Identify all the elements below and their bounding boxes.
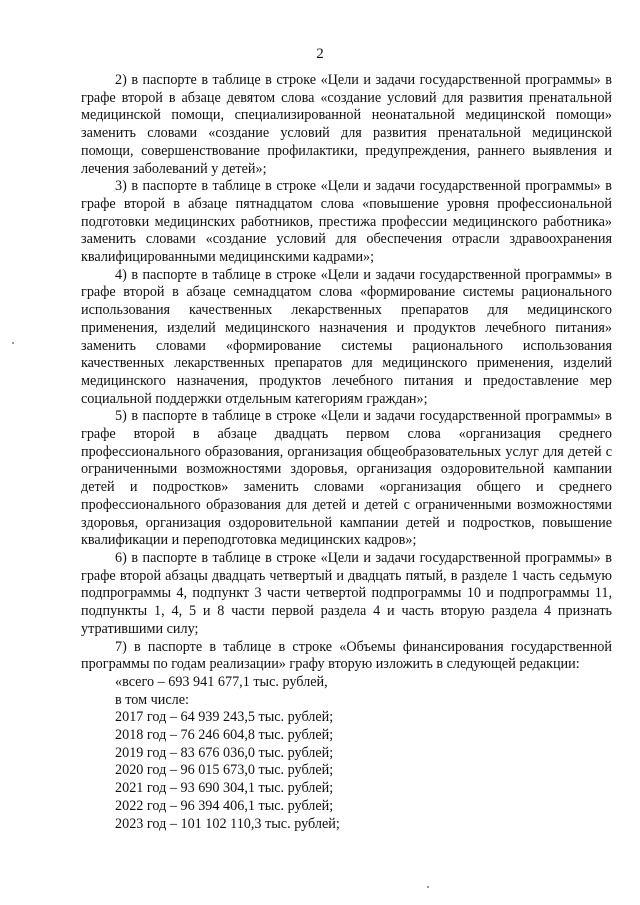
paragraph-item-3: 3) в паспорте в таблице в строке «Цели и задачи государственной программы» в графе второй в абзаце пятнадцатом слова «повышение уровня профессиональной подготовки медицинских работников, престижа профессии медицинского работника» заменить словами «создание условий для обеспечения отрасли здравоохранения квалифицированными медицинскими кадрами»; [81,178,612,266]
document-body [81,72,612,833]
funding-year-line: 2018 год – 76 246 604,8 тыс. рублей; [115,727,334,744]
paragraph-item-2: 2) в паспорте в таблице в строке «Цели и задачи государственной программы» в графе второй в абзаце девятом слова «создание условий для развития пренатальной медицинской помощи, специализированной неонатальной медицинской помощи» заменить словами «создание условий для развития пренатальной медицинской помощи, совершенствование профилактики, предупреждения, раннего выявления и лечения заболеваний у детей»; [81,72,612,177]
funding-year-line: 2021 год – 93 690 304,1 тыс. рублей; [115,780,334,797]
funding-year-line: 2019 год – 83 676 036,0 тыс. рублей; [115,744,334,761]
paragraph-item-4: 4) в паспорте в таблице в строке «Цели и задачи государственной программы» в графе второй в абзаце семнадцатом слова «формирование системы рационального использования качественных лекарственных препаратов для медицинского применения, изделий медицинского назначения и продуктов лечебного питания» заменить словами «формирование системы рационального использования качественных лекарственных препаратов для медицинского применения, изделий медицинского назначения, продуктов лечебного питания и предоставление мер социальной поддержки отдельным категориям граждан»; [81,266,612,407]
funding-year-line: 2022 год – 96 394 406,1 тыс. рублей; [115,797,334,814]
scan-speck [12,342,14,344]
funding-total-line: «всего – 693 941 677,1 тыс. рублей, [115,673,328,690]
funding-year-line: 2017 год – 64 939 243,5 тыс. рублей; [115,709,334,726]
paragraph-item-6: 6) в паспорте в таблице в строке «Цели и задачи государственной программы» в графе второй абзацы двадцать четвертый и двадцать пятый, в разделе 1 часть седьмую подпрограммы 4, подпункт 3 части четвертой подпрограммы 10 и подпрограммы 11, подпункты 1, 4, 5 и 8 части первой раздела 4 и часть вторую раздела 4 признать утратившими силу; [81,549,612,637]
scan-speck [427,886,429,888]
paragraph-item-5: 5) в паспорте в таблице в строке «Цели и задачи государственной программы» в графе второй в абзаце двадцать первом слова «организация среднего профессионального образования, организация общеобразовательных услуг для детей с ограниченными возможностями здоровья, организация оздоровительной кампании детей и подростков» заменить словами «организация общего и среднего профессионального образования для детей и детей с ограниченными возможностями здоровья, организация оздоровительной кампании детей и подростков, повышение квалификации и переподготовка медицинских кадров»; [81,408,612,549]
paragraph-item-7: 7) в паспорте в таблице в строке «Объемы финансирования государственной программы по годам реализации» графу вторую изложить в следующей редакции: [81,638,612,673]
funding-list [81,674,612,833]
page-number: 2 [316,46,324,62]
funding-year-line: 2020 год – 96 015 673,0 тыс. рублей; [115,762,334,779]
funding-including-line: в том числе: [115,691,189,708]
funding-year-line: 2023 год – 101 102 110,3 тыс. рублей; [115,815,340,832]
